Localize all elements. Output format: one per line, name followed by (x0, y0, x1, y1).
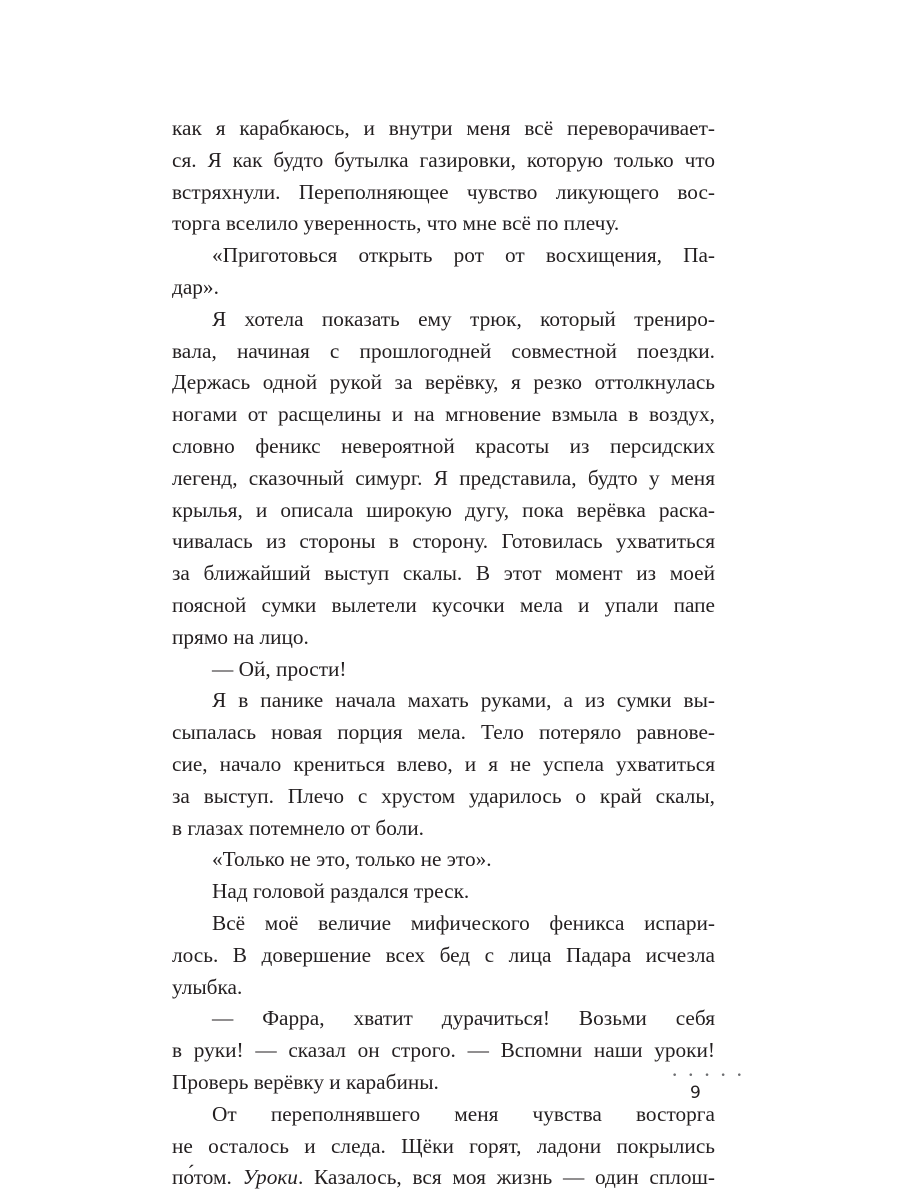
text-line (172, 558, 715, 590)
text-line-part: встряхнули. Переполняющее чувство ликующего вос- (172, 179, 715, 204)
text-line (172, 177, 715, 209)
text-line (172, 590, 715, 622)
text-line-part: Я хотела показать ему трюк, который трениро- (212, 306, 715, 331)
text-line (172, 654, 715, 686)
text-line-part: . Казалось, вся моя жизнь — один сплош- (297, 1165, 715, 1190)
text-line (172, 495, 715, 527)
text-line (172, 1099, 715, 1131)
text-line (172, 749, 715, 781)
text-line (172, 304, 715, 336)
text-line (172, 685, 715, 717)
text-line-part: крылья, и описала широкую дугу, пока верёвка раска- (172, 497, 715, 522)
text-line-part: улыбка. (172, 974, 243, 999)
text-line-part: Держась одной рукой за верёвку, я резко оттолкнулась (172, 370, 715, 395)
text-line-part: — Фарра, хватит дурачиться! Возьми себя (212, 1006, 715, 1031)
text-line-part: лось. В довершение всех бед с лица Падара исчезла (172, 942, 715, 967)
text-line-part: Всё моё величие мифического феникса испари- (212, 910, 715, 935)
text-line-part: вала, начиная с прошлогодней совместной поездки. (172, 338, 715, 363)
text-line-part: — Ой, прости! (212, 656, 347, 681)
text-line-part: легенд, сказочный симург. Я представила, будто у меня (172, 465, 715, 490)
text-line (172, 972, 715, 1004)
text-line (172, 622, 715, 654)
text-line (172, 1003, 715, 1035)
body-text (172, 113, 715, 1194)
text-line-part: Проверь верёвку и карабины. (172, 1069, 439, 1094)
text-line (172, 272, 715, 304)
text-line-part: «Только не это, только не это». (212, 847, 492, 872)
text-line-part: ся. Я как будто бутылка газировки, которую только что (172, 147, 715, 172)
text-line (172, 463, 715, 495)
text-line-part: сие, начало крениться влево, и я не успела ухватиться (172, 751, 715, 776)
text-line (172, 526, 715, 558)
text-line (172, 240, 715, 272)
text-line-part: чивалась из стороны в сторону. Готовилась ухватиться (172, 529, 715, 554)
page-ornament: • • • • • (672, 1071, 746, 1081)
text-line-part: за выступ. Плечо с хрустом ударилось о край скалы, (172, 783, 715, 808)
text-line (172, 431, 715, 463)
text-line-part: Над головой раздался треск. (212, 879, 470, 904)
text-line (172, 113, 715, 145)
text-line-part: в руки! — сказал он строго. — Вспомни наши уроки! (172, 1038, 715, 1063)
text-line (172, 781, 715, 813)
text-line (172, 844, 715, 876)
text-line (172, 367, 715, 399)
text-line (172, 145, 715, 177)
text-line-part: как я карабкаюсь, и внутри меня всё переворачивает- (172, 116, 715, 140)
text-line-part: «Приготовься открыть рот от восхищения, Па- (212, 243, 715, 268)
text-line (172, 1035, 715, 1067)
text-line-part: не осталось и следа. Щёки горят, ладони покрылись (172, 1133, 715, 1158)
text-line (172, 940, 715, 972)
text-line-part: торга вселило уверенность, что мне всё по плечу. (172, 211, 620, 236)
text-line-part: по́том. (172, 1165, 243, 1190)
text-line-part: словно феникс невероятной красоты из персидских (172, 433, 715, 458)
page-number: 9 (690, 1083, 701, 1103)
text-line (172, 813, 715, 845)
text-line (172, 208, 715, 240)
text-line (172, 908, 715, 940)
text-line (172, 717, 715, 749)
text-line (172, 1162, 715, 1194)
text-line-part: поясной сумки вылетели кусочки мела и упали папе (172, 592, 715, 617)
text-line-part: сыпалась новая порция мела. Тело потеряло равнове- (172, 720, 715, 745)
text-line-part: дар». (172, 274, 219, 299)
text-line-part: в глазах потемнело от боли. (172, 815, 424, 840)
text-line-part: за ближайший выступ скалы. В этот момент из моей (172, 561, 715, 586)
text-line (172, 876, 715, 908)
text-line-part: прямо на лицо. (172, 624, 309, 649)
text-line-part: От переполнявшего меня чувства восторга (212, 1101, 715, 1126)
text-line (172, 336, 715, 368)
text-line (172, 399, 715, 431)
italic-word: Уроки (242, 1165, 298, 1190)
text-line (172, 1067, 715, 1099)
text-line-part: ногами от расщелины и на мгновение взмыла в воздух, (172, 402, 715, 427)
text-line-part: Я в панике начала махать руками, а из сумки вы- (212, 688, 715, 713)
text-line (172, 1131, 715, 1163)
